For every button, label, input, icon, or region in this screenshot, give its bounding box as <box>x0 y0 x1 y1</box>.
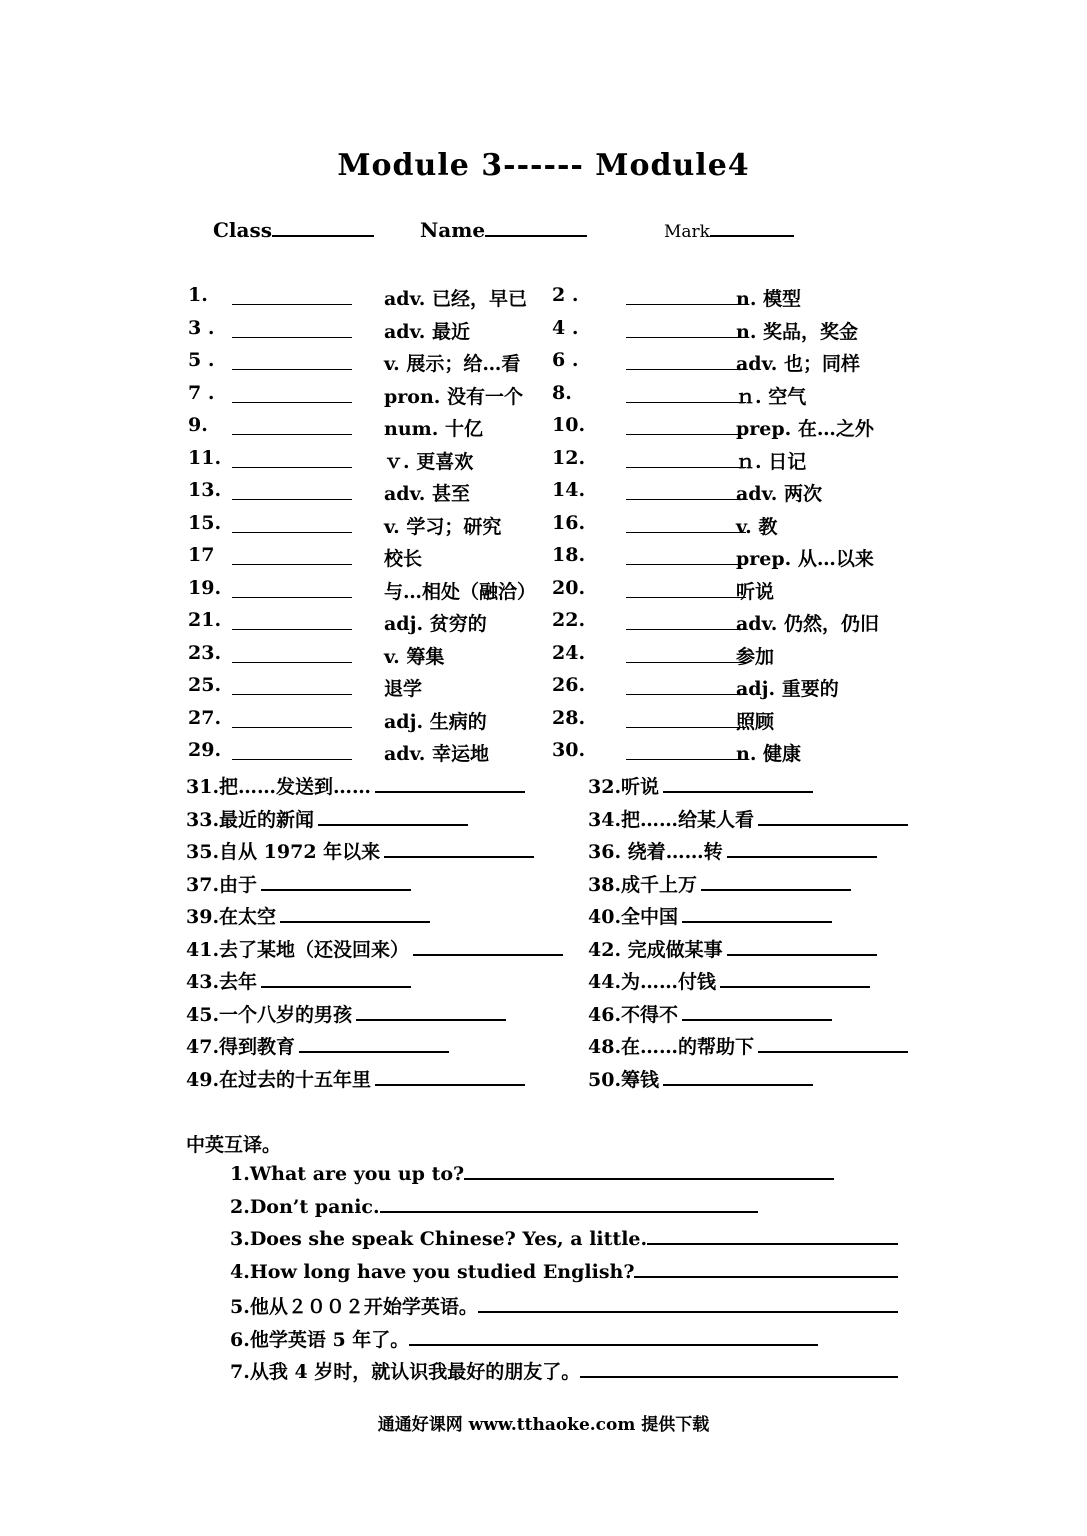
vocab-number: 12. <box>552 446 586 469</box>
phrase-text: 50.筹钱 <box>588 1068 660 1091</box>
phrase-item <box>588 902 832 929</box>
vocab-number: 8. <box>552 381 572 404</box>
phrase-item <box>186 772 525 799</box>
mark-blank[interactable] <box>710 221 794 237</box>
phrase-text: 47.得到教育 <box>186 1036 296 1058</box>
translation-item <box>230 1227 898 1250</box>
vocab-number: 15. <box>188 511 222 534</box>
vocab-meaning: 退学 <box>384 678 423 700</box>
translation-item <box>230 1162 834 1185</box>
vocab-answer-blank[interactable] <box>626 629 746 630</box>
phrase-answer-blank[interactable] <box>261 873 411 891</box>
phrase-answer-blank[interactable] <box>280 905 430 923</box>
translation-item <box>230 1292 898 1319</box>
phrase-item <box>186 1000 506 1027</box>
vocab-item <box>0 609 1087 639</box>
vocab-number: 13. <box>188 479 222 501</box>
translation-item <box>230 1260 898 1283</box>
phrase-item <box>588 1000 832 1027</box>
vocab-meaning: adv. 两次 <box>736 483 822 505</box>
vocab-meaning: adv. 甚至 <box>384 483 470 505</box>
vocab-item <box>0 512 1087 542</box>
class-field <box>213 218 374 242</box>
phrase-item <box>588 935 877 962</box>
vocab-item <box>0 544 1087 574</box>
vocab-answer-blank[interactable] <box>626 467 746 468</box>
vocab-meaning: v. 筹集 <box>384 645 445 668</box>
phrase-text: 37.由于 <box>186 873 258 896</box>
phrase-item <box>588 837 877 864</box>
phrase-answer-blank[interactable] <box>720 970 870 988</box>
vocab-number: 6 . <box>552 349 579 371</box>
phrase-answer-blank[interactable] <box>682 1003 832 1021</box>
phrase-text: 31.把……发送到…… <box>186 776 372 798</box>
vocab-meaning: adv. 幸运地 <box>384 743 489 765</box>
phrase-answer-blank[interactable] <box>356 1003 506 1021</box>
vocab-meaning: prep. 在…之外 <box>736 418 874 440</box>
vocab-answer-blank[interactable] <box>626 402 746 403</box>
phrase-text: 40.全中国 <box>588 906 679 928</box>
translation-item <box>230 1195 758 1218</box>
page-title: Module 3------ Module4 <box>337 148 750 183</box>
class-label: Class <box>213 218 272 242</box>
phrase-item <box>186 902 430 929</box>
vocab-answer-blank[interactable] <box>626 434 746 435</box>
vocab-meaning: n. 奖品，奖金 <box>736 320 859 343</box>
vocab-meaning: v. 学习；研究 <box>384 515 502 538</box>
vocab-answer-blank[interactable] <box>626 759 746 760</box>
vocab-answer-blank[interactable] <box>626 499 746 500</box>
phrase-answer-blank[interactable] <box>375 1068 525 1086</box>
phrase-item <box>186 1032 449 1059</box>
vocab-meaning: n. 模型 <box>736 288 802 310</box>
phrase-text: 49.在过去的十五年里 <box>186 1068 372 1091</box>
vocab-meaning: adj. 生病的 <box>384 710 487 733</box>
phrase-text: 34.把……给某人看 <box>588 808 755 831</box>
vocab-number: 2 . <box>552 284 579 306</box>
class-blank[interactable] <box>272 221 374 237</box>
vocab-answer-blank[interactable] <box>626 662 746 663</box>
phrase-answer-blank[interactable] <box>758 1035 908 1053</box>
phrase-answer-blank[interactable] <box>701 873 851 891</box>
vocab-meaning: pron. 没有一个 <box>384 385 524 408</box>
translation-item <box>230 1357 898 1384</box>
mark-field <box>664 218 794 242</box>
phrase-answer-blank[interactable] <box>758 808 908 826</box>
vocab-item <box>0 447 1087 477</box>
translation-answer-blank[interactable] <box>478 1295 898 1313</box>
vocab-item <box>0 414 1087 444</box>
vocab-number: 29. <box>188 739 222 761</box>
translation-text: 1.What are you up to? <box>230 1163 465 1185</box>
vocab-item <box>0 674 1087 704</box>
vocab-meaning: adj. 重要的 <box>736 678 839 700</box>
vocab-item <box>0 479 1087 509</box>
phrase-answer-blank[interactable] <box>318 808 468 826</box>
vocab-item <box>0 284 1087 314</box>
vocab-answer-blank[interactable] <box>626 727 746 728</box>
vocab-number: 30. <box>552 739 586 761</box>
vocab-item <box>0 382 1087 412</box>
phrase-answer-blank[interactable] <box>413 938 563 956</box>
vocab-item <box>0 642 1087 672</box>
vocab-answer-blank[interactable] <box>626 304 746 305</box>
translation-text: 3.Does she speak Chinese? Yes, a little. <box>230 1228 648 1250</box>
phrase-text: 48.在……的帮助下 <box>588 1036 755 1058</box>
translation-text: 6.他学英语 5 年了。 <box>230 1328 410 1351</box>
phrase-text: 39.在太空 <box>186 906 277 928</box>
translation-item <box>230 1325 818 1352</box>
vocab-number: 11. <box>188 446 222 469</box>
vocab-meaning: ｖ. 更喜欢 <box>384 450 474 473</box>
vocab-number: 9. <box>188 414 208 436</box>
translation-answer-blank[interactable] <box>647 1227 898 1245</box>
translation-text: 4.How long have you studied English? <box>230 1260 635 1283</box>
vocab-number: 16. <box>552 511 586 534</box>
translation-answer-blank[interactable] <box>634 1260 898 1278</box>
phrase-item <box>588 1032 908 1059</box>
vocab-item <box>0 317 1087 347</box>
vocab-meaning: adv. 也；同样 <box>736 353 860 375</box>
vocab-number: 18. <box>552 544 586 566</box>
phrase-text: 32.听说 <box>588 776 660 798</box>
vocab-meaning: adj. 贫穷的 <box>384 613 487 635</box>
name-blank[interactable] <box>485 221 587 237</box>
phrase-answer-blank[interactable] <box>682 905 832 923</box>
vocab-meaning: v. 教 <box>736 515 778 538</box>
translation-text: 5.他从２００２开始学英语。 <box>230 1296 478 1318</box>
vocab-number: 25. <box>188 674 222 696</box>
vocab-meaning: 听说 <box>736 580 775 603</box>
phrase-text: 45.一个八岁的男孩 <box>186 1003 353 1026</box>
vocab-number: 14. <box>552 479 586 501</box>
vocab-answer-blank[interactable] <box>626 564 746 565</box>
vocab-meaning: ｎ. 日记 <box>736 450 807 473</box>
phrase-answer-blank[interactable] <box>375 775 525 793</box>
vocab-item <box>0 739 1087 769</box>
translation-title: 中英互译。 <box>186 1134 282 1156</box>
vocab-meaning: adv. 最近 <box>384 320 470 343</box>
mark-label: Mark <box>664 222 710 242</box>
vocab-meaning: n. 健康 <box>736 743 802 765</box>
translation-answer-blank[interactable] <box>409 1328 818 1346</box>
vocab-meaning: 照顾 <box>736 710 775 733</box>
vocab-number: 4 . <box>552 316 579 339</box>
phrase-item <box>588 870 851 897</box>
phrase-text: 46.不得不 <box>588 1003 679 1026</box>
phrase-item <box>186 870 411 897</box>
phrase-text: 35.自从 1972 年以来 <box>186 841 381 863</box>
translation-text: 2.Don’t panic. <box>230 1195 380 1218</box>
vocab-number: 20. <box>552 576 586 599</box>
phrase-answer-blank[interactable] <box>727 938 877 956</box>
phrase-item <box>186 1065 525 1092</box>
phrase-item <box>588 805 908 832</box>
vocab-number: 23. <box>188 641 222 664</box>
footer-text: 通通好课网 www.tthaoke.com 提供下载 <box>377 1415 710 1435</box>
phrase-item <box>186 935 563 962</box>
vocab-meaning: 与…相处（融洽） <box>384 580 537 603</box>
vocab-number: 3 . <box>188 316 215 339</box>
vocab-number: 19. <box>188 576 222 599</box>
phrase-text: 41.去了某地（还没回来） <box>186 938 410 961</box>
translation-answer-blank[interactable] <box>464 1162 834 1180</box>
vocab-number: 7 . <box>188 381 215 404</box>
name-label: Name <box>420 218 486 242</box>
vocab-number: 22. <box>552 609 586 631</box>
phrase-answer-blank[interactable] <box>663 1068 813 1086</box>
phrase-item <box>588 1065 813 1092</box>
vocab-meaning: v. 展示；给…看 <box>384 353 521 375</box>
vocab-meaning: 参加 <box>736 645 775 668</box>
phrase-answer-blank[interactable] <box>663 775 813 793</box>
vocab-number: 17 <box>188 544 215 566</box>
phrase-answer-blank[interactable] <box>384 840 534 858</box>
vocab-meaning: num. 十亿 <box>384 418 483 440</box>
phrase-item <box>186 967 411 994</box>
phrase-text: 43.去年 <box>186 971 258 993</box>
vocab-item <box>0 349 1087 379</box>
vocab-number: 5 . <box>188 349 215 371</box>
vocab-number: 1. <box>188 284 208 306</box>
phrase-answer-blank[interactable] <box>261 970 411 988</box>
vocab-meaning: 校长 <box>384 548 423 570</box>
phrase-item <box>186 837 534 864</box>
vocab-meaning: ｎ. 空气 <box>736 385 807 408</box>
vocab-meaning: prep. 从…以来 <box>736 548 874 570</box>
vocab-answer-blank[interactable] <box>626 597 746 598</box>
phrase-answer-blank[interactable] <box>299 1035 449 1053</box>
vocab-item <box>0 577 1087 607</box>
phrase-item <box>588 967 870 994</box>
vocab-answer-blank[interactable] <box>626 369 746 370</box>
phrase-text: 38.成千上万 <box>588 873 698 896</box>
phrase-text: 42. 完成做某事 <box>588 938 723 961</box>
vocab-answer-blank[interactable] <box>626 694 746 695</box>
vocab-answer-blank[interactable] <box>626 337 746 338</box>
vocab-item <box>0 707 1087 737</box>
vocab-answer-blank[interactable] <box>626 532 746 533</box>
translation-text: 7.从我 4 岁时，就认识我最好的朋友了。 <box>230 1361 581 1383</box>
phrase-text: 33.最近的新闻 <box>186 808 315 831</box>
translation-answer-blank[interactable] <box>580 1360 898 1378</box>
vocab-number: 10. <box>552 414 586 436</box>
vocab-number: 27. <box>188 706 222 729</box>
vocab-number: 28. <box>552 706 586 729</box>
name-field <box>420 218 587 242</box>
phrase-item <box>588 772 813 799</box>
phrase-answer-blank[interactable] <box>727 840 877 858</box>
vocab-meaning: adv. 已经，早已 <box>384 288 527 310</box>
vocab-meaning: adv. 仍然，仍旧 <box>736 613 879 635</box>
vocab-number: 26. <box>552 674 586 696</box>
translation-answer-blank[interactable] <box>380 1195 758 1213</box>
vocab-number: 21. <box>188 609 222 631</box>
phrase-text: 44.为……付钱 <box>588 971 717 993</box>
vocab-number: 24. <box>552 641 586 664</box>
phrase-text: 36. 绕着……转 <box>588 841 723 863</box>
phrase-item <box>186 805 468 832</box>
